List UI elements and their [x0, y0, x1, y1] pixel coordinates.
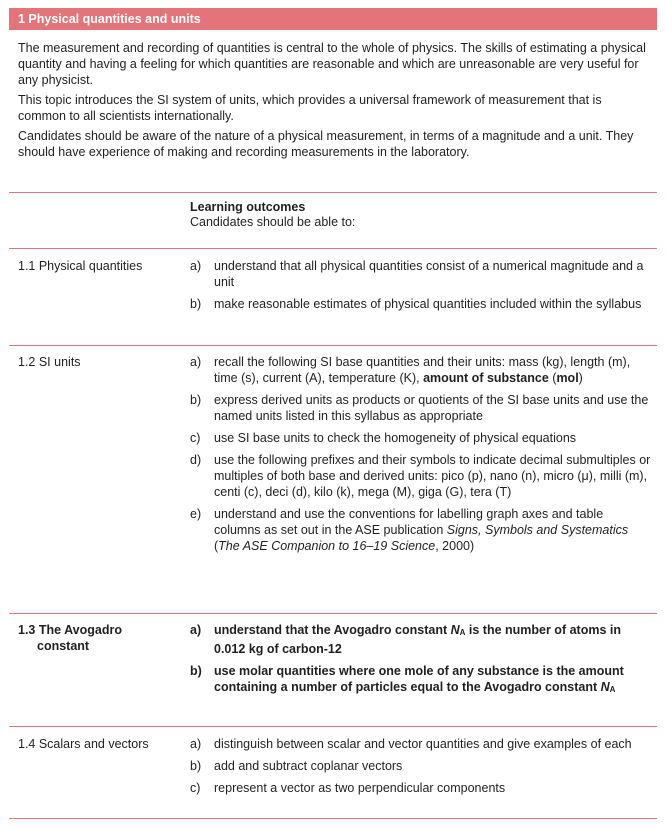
- section-title: 1.4 Scalars and vectors: [18, 737, 149, 751]
- outcome-list: [190, 622, 652, 704]
- list-item: [190, 736, 652, 752]
- item-marker: c): [190, 431, 201, 445]
- item-text: express derived units as products or quotients of the SI base units and use the named units listed in this syllabus as appropriate: [214, 393, 649, 423]
- intro-paragraph: Candidates should be aware of the nature of a physical measurement, in terms of a magnitude and a unit. They should have experience of making and recording measurements in the laboratory.: [18, 129, 634, 159]
- divider: [9, 818, 657, 819]
- divider: [9, 726, 657, 727]
- item-marker: e): [190, 507, 202, 521]
- item-text: recall the following SI base quantities and their units: mass (kg), length (m), time (s), current (A), temperature (K), amount of substance (mol): [214, 355, 631, 385]
- learning-outcomes-heading: [190, 200, 355, 230]
- list-item: [190, 430, 652, 446]
- list-item: [190, 392, 652, 424]
- divider: [9, 248, 657, 249]
- item-marker: a): [190, 259, 202, 273]
- section-title: 1.1 Physical quantities: [18, 259, 143, 273]
- item-marker: a): [190, 737, 202, 751]
- topic-introduction: [18, 40, 650, 164]
- list-item: [190, 663, 652, 698]
- list-item: [190, 506, 652, 554]
- item-text: use the following prefixes and their symbols to indicate decimal submultiples or multiples of both base and derived units: pico (p), nano (n), micro (μ), milli (m), centi (c), deci (d), kilo (k), mega (M), giga (G), tera (T): [214, 453, 651, 499]
- item-marker: b): [190, 393, 202, 407]
- outcome-list: [190, 736, 652, 802]
- list-item: [190, 452, 652, 500]
- list-item: [190, 780, 652, 796]
- item-marker: d): [190, 453, 202, 467]
- item-text: add and subtract coplanar vectors: [214, 759, 403, 773]
- item-text: understand that the Avogadro constant $N_A$ is the number of atoms in 0.012 kg of carbon-12: [214, 623, 621, 656]
- list-item: [190, 258, 652, 290]
- section-title: 1.3 The Avogadro constant: [18, 623, 122, 653]
- learning-outcomes-title: Learning outcomes: [190, 200, 306, 214]
- list-item: [190, 622, 652, 657]
- item-text: make reasonable estimates of physical quantities included within the syllabus: [214, 297, 642, 311]
- list-item: [190, 758, 652, 774]
- item-text: understand and use the conventions for labelling graph axes and table columns as set out in the ASE publication Signs, Symbols and Systematics (The ASE Companion to 16–19 Science, 2000): [214, 507, 629, 553]
- item-marker: b): [190, 759, 202, 773]
- section-title: 1.2 SI units: [18, 355, 81, 369]
- topic-header: 1 Physical quantities and units: [9, 8, 657, 30]
- item-text: represent a vector as two perpendicular components: [214, 781, 506, 795]
- item-marker: b): [190, 664, 202, 678]
- intro-paragraph: This topic introduces the SI system of units, which provides a universal framework of measurement that is common to all scientists internationally.: [18, 93, 602, 123]
- outcome-list: [190, 354, 652, 560]
- item-text: understand that all physical quantities consist of a numerical magnitude and a unit: [214, 259, 644, 289]
- item-marker: a): [190, 623, 202, 637]
- list-item: [190, 354, 652, 386]
- item-text: use SI base units to check the homogeneity of physical equations: [214, 431, 577, 445]
- list-item: [190, 296, 652, 312]
- item-marker: b): [190, 297, 202, 311]
- divider: [9, 192, 657, 193]
- item-text: use molar quantities where one mole of any substance is the amount containing a number of particles equal to the Avogadro constant $N_A$: [214, 664, 624, 694]
- intro-paragraph: The measurement and recording of quantities is central to the whole of physics. The skills of estimating a physical quantity and having a feeling for which quantities are reasonable and which are unreasonable are very useful for any physicist.: [18, 41, 646, 87]
- outcome-list: [190, 258, 652, 318]
- divider: [9, 613, 657, 614]
- divider: [9, 345, 657, 346]
- learning-outcomes-subtitle: Candidates should be able to:: [190, 215, 356, 229]
- item-marker: a): [190, 355, 202, 369]
- item-text: distinguish between scalar and vector quantities and give examples of each: [214, 737, 632, 751]
- item-marker: c): [190, 781, 201, 795]
